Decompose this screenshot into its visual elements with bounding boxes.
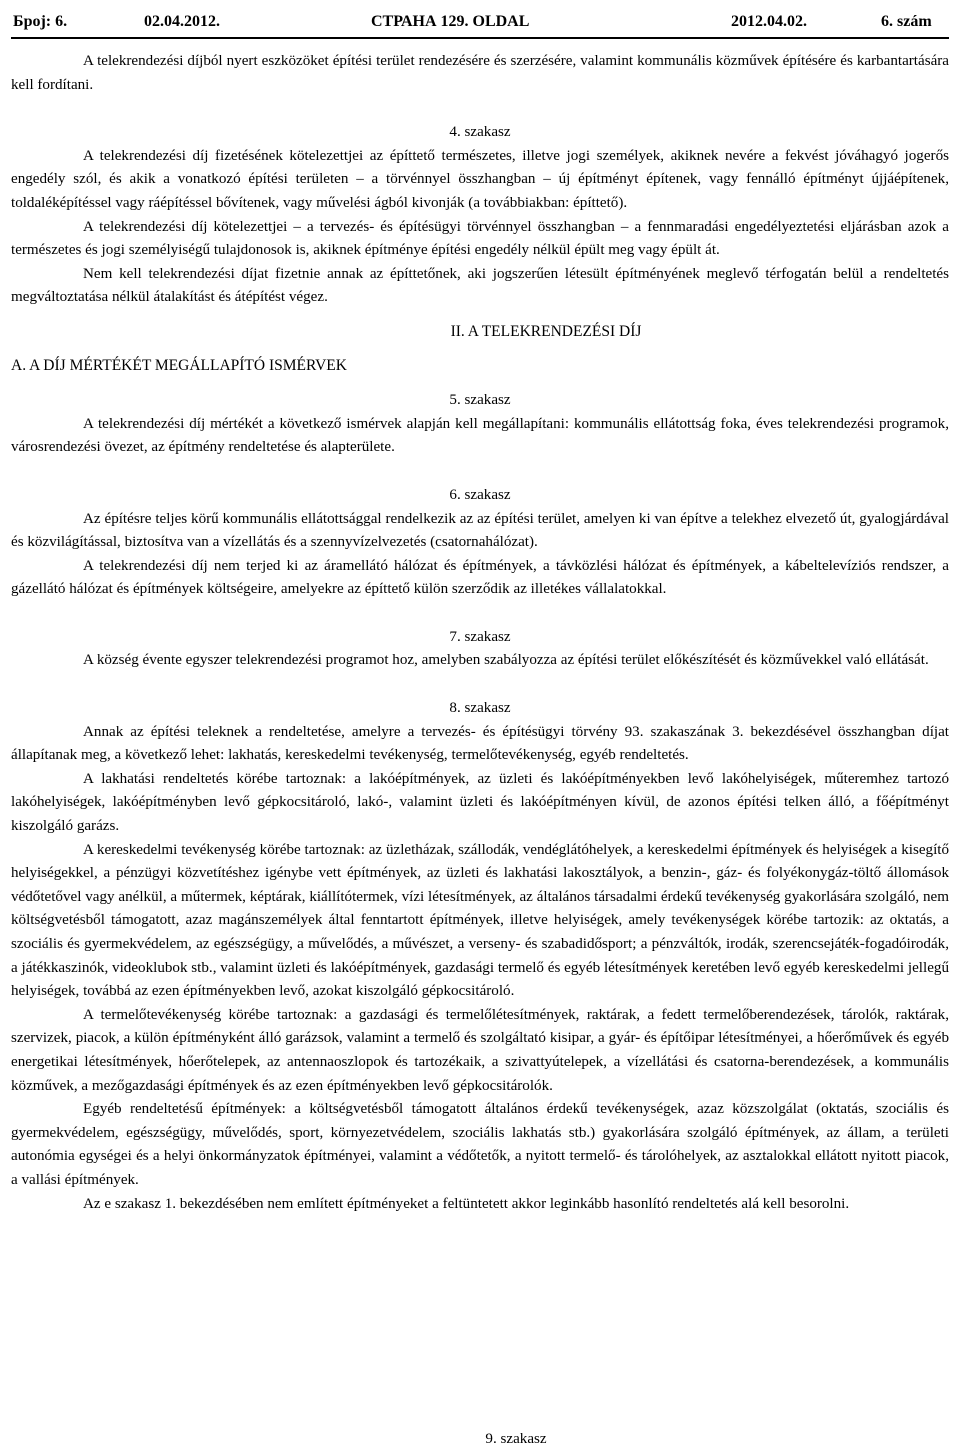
chapter-heading: II. A TELEKRENDEZÉSI DÍJ xyxy=(450,322,642,340)
paragraph: Egyéb rendeltetésű építmények: a költségvetésből támogatott általános érdekű tevékenységek, azaz közszolgálat (oktatás, szociális és gyermekvédelem, egészségügy, művelődés, sport, környezetvédelem, szociális lakhatás stb.) gyakorlására szolgáló építmények, az állam, a területi autonómia egységei és a helyi önkormányzatok építményei, valamint a védőtetők, a nyitott termelő- és tárolóhelyek, az asztalokkal ellátott nyitott piacok, a vallási építmények. xyxy=(11,1101,949,1188)
section-title-7: 7. szakasz xyxy=(449,628,511,645)
subheading: A. A DÍJ MÉRTÉKÉT MEGÁLLAPÍTÓ ISMÉRVEK xyxy=(11,356,347,374)
section-title-6: 6. szakasz xyxy=(449,486,511,503)
section-title-5: 5. szakasz xyxy=(449,392,511,409)
issue-number-right: 6. szám xyxy=(881,13,932,30)
paragraph: A telekrendezési díj nem terjed ki az áramellátó hálózat és építmények, a távközlési hálózat és építmények, a kábeltelevíziós rendszer, a gázellátó hálózat és építmények költségeire, amelyekre az építtető külön szerződik az illetékes vállalatokkal. xyxy=(11,557,949,598)
paragraph: A termelőtevékenység körébe tartoznak: a gazdasági és termelőlétesítmények, raktárak, a fedett termelőberendezések, tárolók, raktárak, szervizek, piacok, a külön építményként álló garázsok, valamint a termelő és szolgáltató kisipar, a gyár- és építőipar létesítményei, a hőerőművek és egyéb energetikai létesítmények, hőerőtelepek, az antennaoszlopok és tartozékaik, a szivattyútelepek, a vízellátási és csatorna-berendezések, a kommunális közművek, a mezőgazdasági építmények és az ezen építményekben levő gépkocsitárolók. xyxy=(11,1006,949,1094)
paragraph: A telekrendezési díj fizetésének kötelezettjei az építtető természetes, illetve jogi személyek, akiknek nevére a fekvést jóváhagyó jogerős engedély szól, és akik a vonatkozó építési területen – a törvénnyel összhangban – új építményt építenek, vagy fennálló építményt újjáépítenek, toldaléképítéssel vagy ráépítéssel bővítenek, vagy művelési ágból kivonják (a továbbiakban: építtető). xyxy=(11,147,949,211)
issue-number: Број: 6. xyxy=(13,13,68,30)
date-right: 2012.04.02. xyxy=(731,13,807,30)
document-body xyxy=(11,50,949,1216)
paragraph: Az építésre teljes körű kommunális ellátottsággal rendelkezik az az építési terület, amelyen ki van építve a telekhez elvezető út, gyalogjárdával és közvilágítással, biztosítva van a vízellátás és a szennyvízelvezetés (csatornahálózat). xyxy=(11,510,949,551)
paragraph: A telekrendezési díj kötelezettjei – a tervezés- és építésügyi törvénnyel összhangban – a fennmaradási engedélyeztetési eljárásban azok a természetes és jogi személyiségű tulajdonosok is, akiknek építménye építési engedély nélkül épült meg vagy épült át. xyxy=(11,218,949,259)
header-divider xyxy=(11,37,949,39)
paragraph: A lakhatási rendeltetés körébe tartoznak: a lakóépítmények, az üzleti és lakóépítményekben levő lakóhelyiségek, műteremhez tartozó lakóhelyiségek, lakóépítményben levő gépkocsitároló, lakó-, valamint üzleti és lakóépítményen kívül, de azonos építési telken álló, a főépítményt kiszolgáló garázs. xyxy=(11,770,949,835)
paragraph: A telekrendezési díjból nyert eszközöket építési terület rendezésére és szerzésére, valamint kommunális közművek építésére és karbantartására kell fordítani. xyxy=(11,53,949,93)
page-number: СТРАНА 129. OLDAL xyxy=(371,13,530,30)
paragraph: Nem kell telekrendezési díjat fizetnie annak az építtetőnek, aki jogszerűen létesült építményének meglevő térfogatán belül a rendeltetés megváltoztatása nélkül átalakítást és átépítést végez. xyxy=(11,265,949,306)
paragraph: Annak az építési teleknek a rendeltetése, amelyre a tervezés- és építésügyi törvény 93. szakaszának 3. bekezdésével összhangban díjat állapítanak meg, a következő lehet: lakhatás, kereskedelmi tevékenység, termelőtevékenység, egyéb rendeltetés. xyxy=(11,723,949,764)
section-title-4: 4. szakasz xyxy=(449,124,511,141)
section-title-8: 8. szakasz xyxy=(449,700,511,717)
paragraph: A község évente egyszer telekrendezési programot hoz, amelyben szabályozza az építési terület előkészítését és közművekkel való ellátását. xyxy=(83,652,929,669)
paragraph: Az e szakasz 1. bekezdésében nem említett építményeket a feltüntetett akkor leginkább hasonlító rendeltetés alá kell besorolni. xyxy=(83,1195,850,1212)
date-left: 02.04.2012. xyxy=(144,13,220,30)
paragraph: A kereskedelmi tevékenység körébe tartoznak: az üzletházak, szállodák, vendéglátóhelyek, a kereskedelmi építmények és helyiségek a kisegítő helyiségekkel, a pénzügyi közvetítéshez igénybe vett építmények, az üzleti és lakhatási lakosztályok, a benzin-, gáz- és folyékonygáz-töltő állomások védőtetővel vagy anélkül, a műtermek, képtárak, kiállítótermek, vízi létesítmények, az általános társadalmi érdekű tevékenység gyakorlására szolgáló, nem költségvetésből támogatott, azaz magánszemélyek által fenntartott építmények, illetve helyiségek, amely tevékenységek körébe tartozik: az oktatás, a szociális és gyermekvédelem, az egészségügy, a művelődés, a művészet, a verseny- és szabadidősport; a pénzváltók, irodák, szerencsejáték-fogadóirodák, a játékkaszinók, videoklubok stb., valamint üzleti és lakóépítmények, gazdasági termelő és egyéb létesítmények keretében levő egyéb kereskedelmi jellegű helyiségek, továbbá az ezen építményekben levő, azokat kiszolgáló gépkocsitároló. xyxy=(11,841,949,1000)
running-header xyxy=(11,7,949,31)
section-title-9: 9. szakasz xyxy=(485,1431,547,1447)
paragraph: A telekrendezési díj mértékét a következő ismérvek alapján kell megállapítani: kommunális ellátottság foka, éves telekrendezési programok, városrendezési övezet, az építmény rendeltetése és alapterülete. xyxy=(11,415,949,456)
